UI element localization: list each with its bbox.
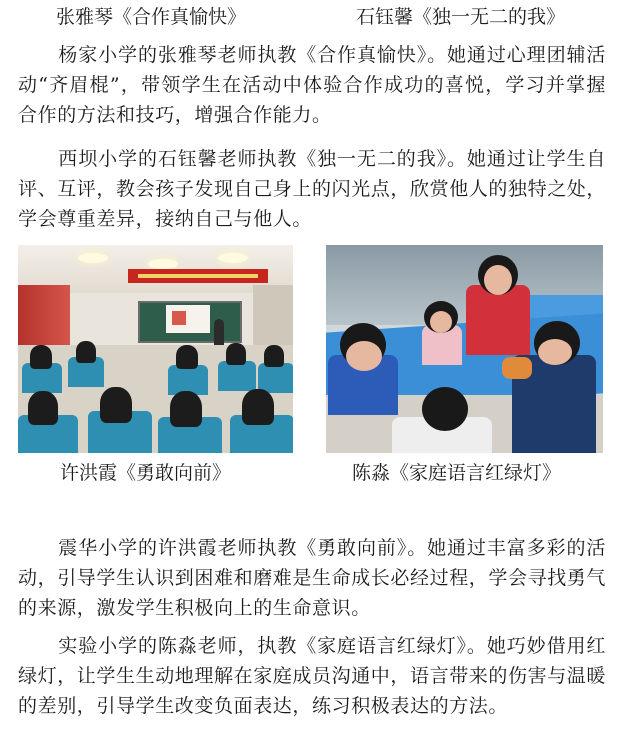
- paragraph-text: 西坝小学的石钰馨老师执教《独一无二的我》。她通过让学生自评、互评，教会孩子发现自己身上的闪光点，欣赏他人的独特之处，学会尊重差异，接纳自己与他人。: [18, 148, 607, 230]
- students-activity-photo: [326, 245, 603, 453]
- paragraph-text: 实验小学的陈淼老师，执教《家庭语言红绿灯》。她巧妙借用红绿灯，让学生生动地理解在家庭成员沟通中，语言带来的伤害与温暖的差别，引导学生改变负面表达，练习积极表达的方法。: [18, 635, 607, 717]
- caption-zhang-yaqin: 张雅琴《合作真愉快》: [56, 6, 247, 28]
- caption-shi-yuxin: 石钰馨《独一无二的我》: [356, 6, 566, 28]
- paragraph-zhang-yaqin: [18, 40, 606, 130]
- caption-xu-hongxia: 许洪霞《勇敢向前》: [60, 462, 232, 484]
- paragraph-chen-miao: [18, 631, 606, 721]
- paragraph-text: 杨家小学的张雅琴老师执教《合作真愉快》。她通过心理团辅活动“齐眉棍”，带领学生在活动中体验合作成功的喜悦，学习并掌握合作的方法和技巧，增强合作能力。: [18, 44, 606, 126]
- classroom-lesson-photo: [18, 245, 293, 453]
- paragraph-text: 震华小学的许洪霞老师执教《勇敢向前》。她通过丰富多彩的活动，引导学生认识到困难和磨难是生命成长必经过程，学会寻找勇气的来源，激发学生积极向上的生命意识。: [18, 537, 607, 619]
- paragraph-xu-hongxia: [18, 533, 606, 623]
- caption-chen-miao: 陈淼《家庭语言红绿灯》: [352, 462, 562, 484]
- paragraph-shi-yuxin: [18, 144, 606, 234]
